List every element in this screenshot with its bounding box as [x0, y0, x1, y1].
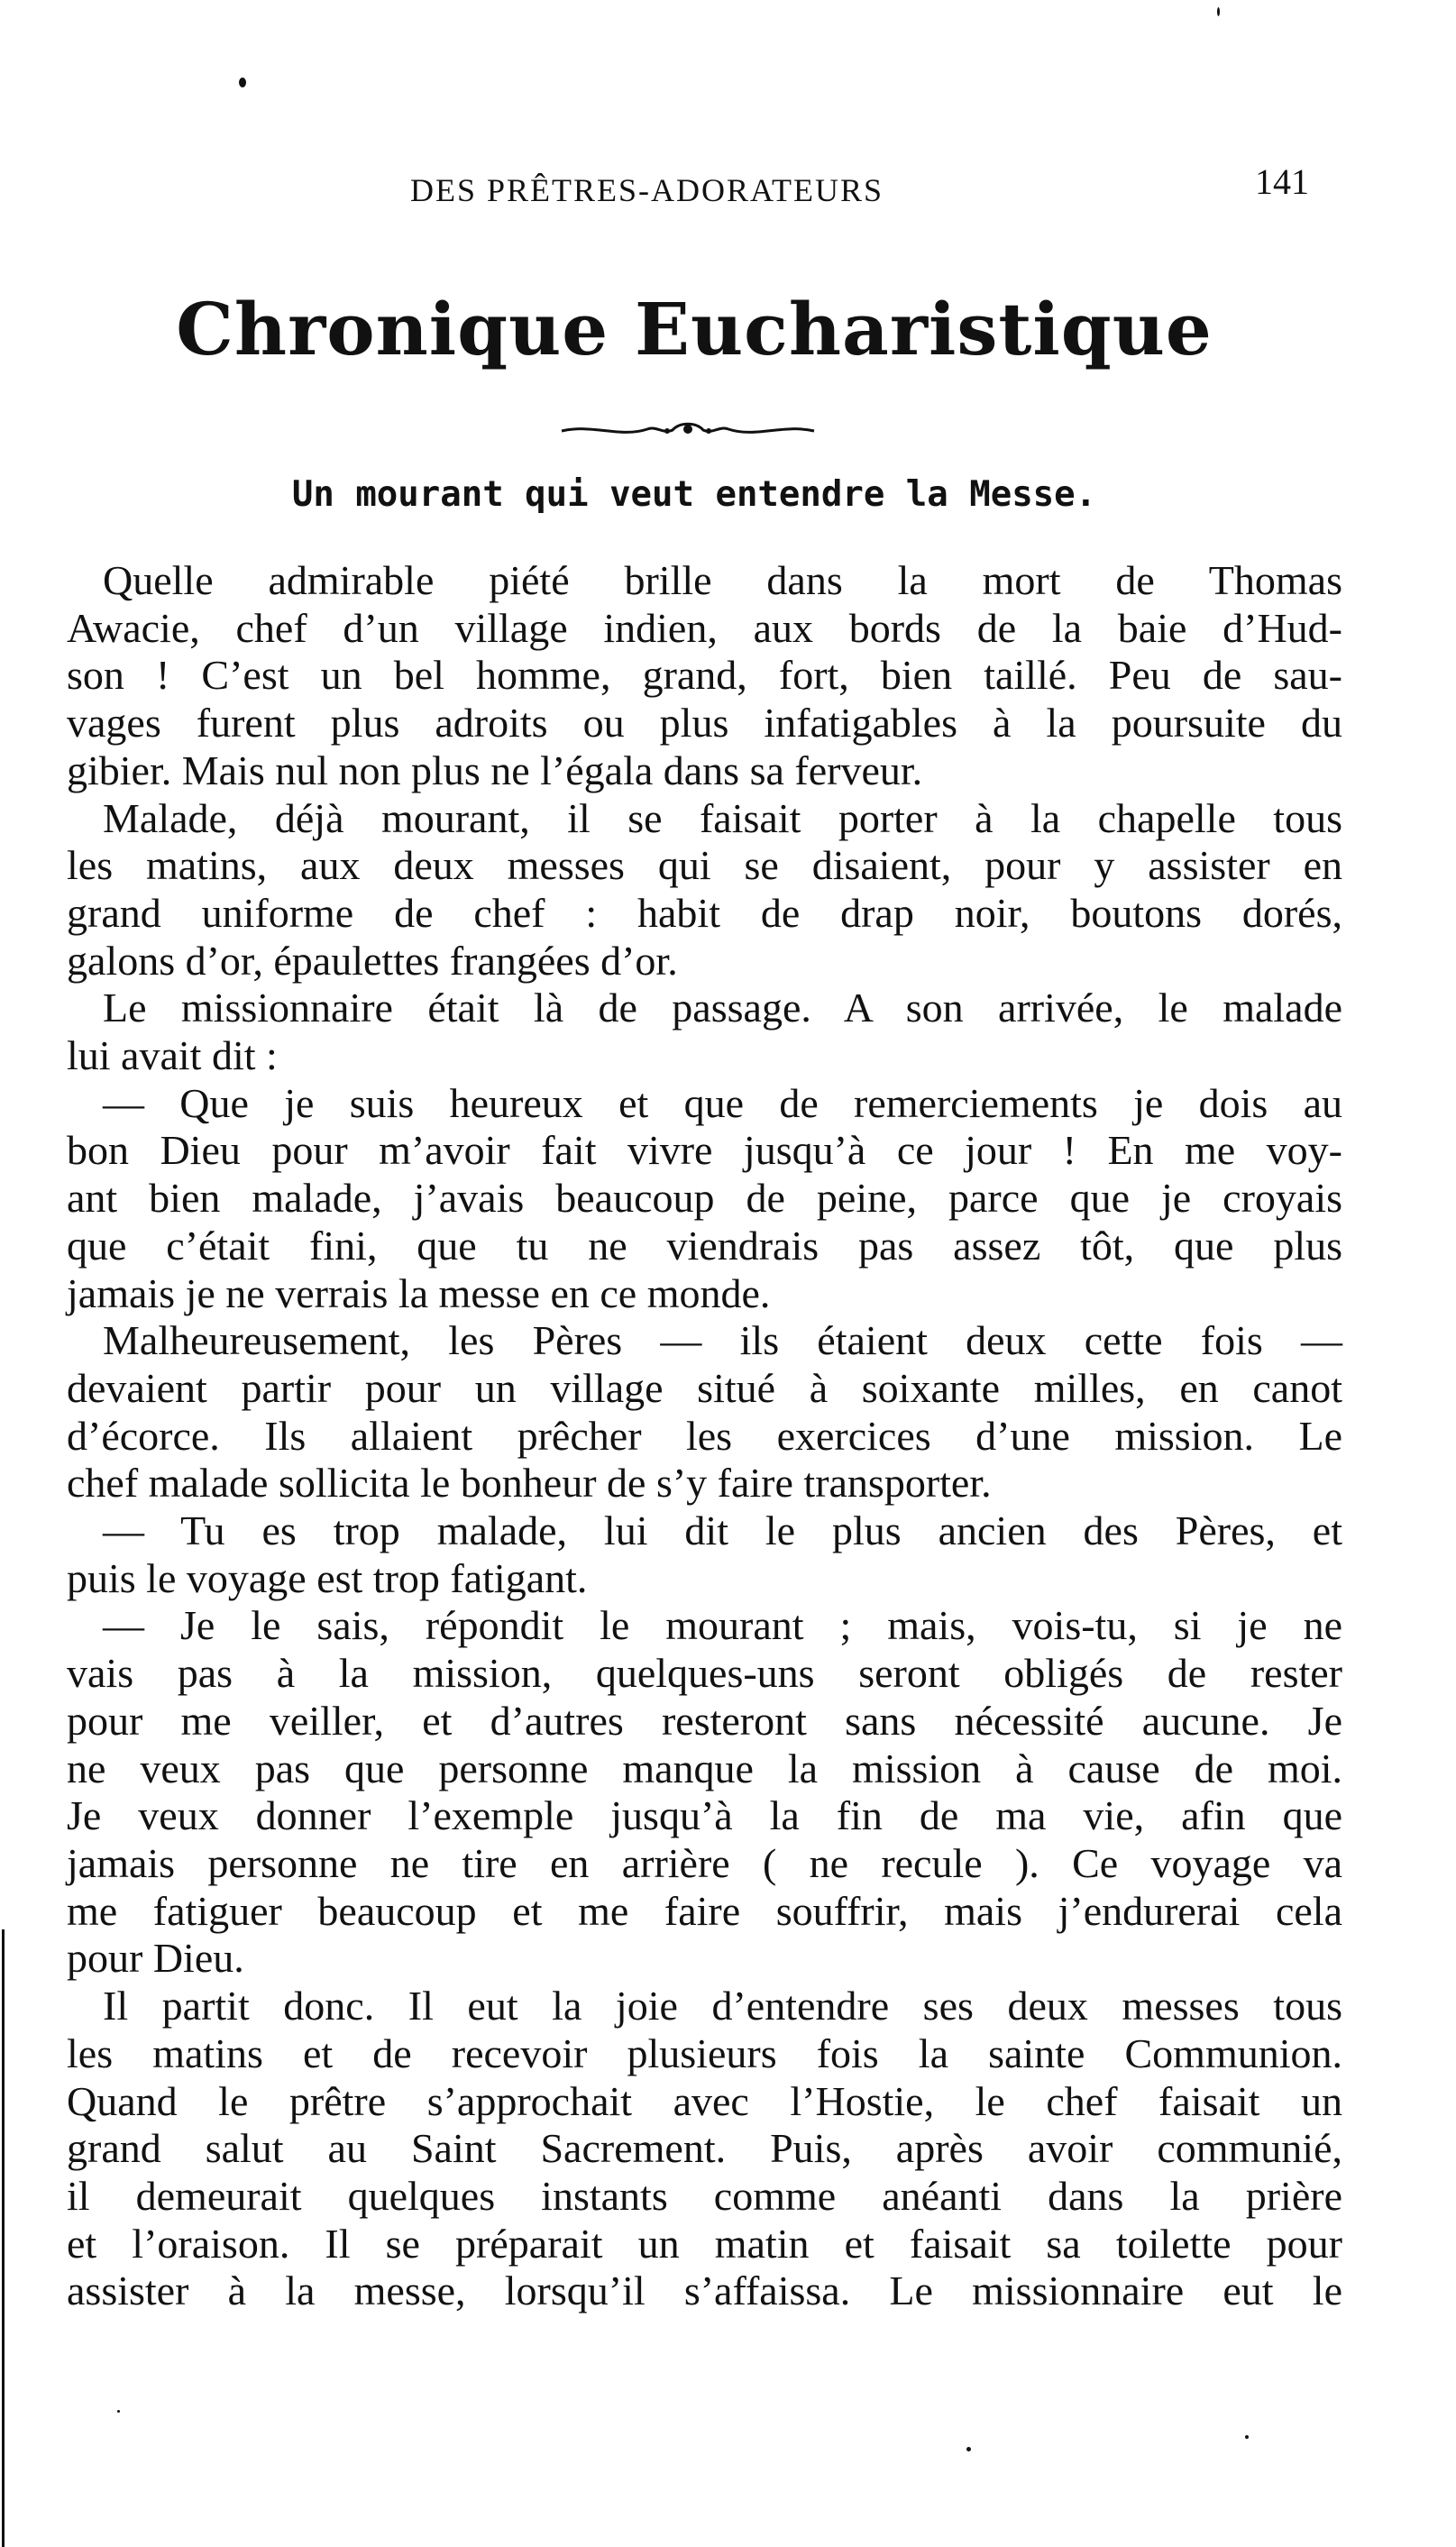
text-line: lui avait dit : — [67, 1032, 278, 1079]
text-line: galons d’or, épaulettes frangées d’or. — [67, 937, 678, 984]
text-line: bon Dieu pour m’avoir fait vivre jusqu’à ce jour ! En me voy- — [67, 1127, 1342, 1174]
ink-speck — [966, 2447, 971, 2451]
text-line: ne veux pas que personne manque la mission à cause de moi. — [67, 1745, 1342, 1791]
text-line: Malade, déjà mourant, il se faisait porter à la chapelle tous — [103, 794, 1342, 841]
text-line: les matins, aux deux messes qui se disaient, pour y assister en — [67, 842, 1342, 889]
text-line: Quelle admirable piété brille dans la mort de Thomas — [103, 557, 1342, 603]
text-line: chef malade sollicita le bonheur de s’y faire transporter. — [67, 1460, 992, 1507]
ornament-divider — [557, 417, 819, 444]
text-line: — Tu es trop malade, lui dit le plus ancien des Pères, et — [103, 1507, 1342, 1554]
text-line: vages furent plus adroits ou plus infatigables à la poursuite du — [67, 700, 1342, 747]
text-line: il demeurait quelques instants comme anéanti dans la prière — [67, 2172, 1342, 2219]
text-line: ant bien malade, j’avais beaucoup de peine, parce que je croyais — [67, 1175, 1342, 1222]
text-line: assister à la messe, lorsqu’il s’affaissa. Le missionnaire eut le — [67, 2268, 1342, 2314]
page-number: 141 — [1255, 161, 1309, 202]
running-head: DES PRÊTRES-ADORATEURS — [410, 172, 884, 208]
ink-speck — [239, 78, 246, 87]
text-line: puis le voyage est trop fatigant. — [67, 1554, 588, 1601]
text-line: — Que je suis heureux et que de remerciements je dois au — [103, 1079, 1342, 1126]
text-line: Quand le prêtre s’approchait avec l’Hostie, le chef faisait un — [67, 2077, 1342, 2124]
text-line: que c’était fini, que tu ne viendrais pas assez tôt, que plus — [67, 1222, 1342, 1269]
text-line: devaient partir pour un village situé à soixante milles, en canot — [67, 1364, 1342, 1411]
text-line: et l’oraison. Il se préparait un matin et faisait sa toilette pour — [67, 2220, 1342, 2267]
text-line: jamais personne ne tire en arrière ( ne recule ). Ce voyage va — [67, 1839, 1342, 1886]
article-body — [67, 557, 1342, 2315]
text-line: Le missionnaire était là de passage. A son arrivée, le malade — [103, 985, 1342, 1031]
text-line: Awacie, chef d’un village indien, aux bords de la baie d’Hud- — [67, 604, 1342, 651]
page-edge-line — [2, 1929, 5, 2547]
text-line: pour Dieu. — [67, 1935, 244, 1982]
text-line: gibier. Mais nul non plus ne l’égala dans sa ferveur. — [67, 747, 923, 793]
text-line: son ! C’est un bel homme, grand, fort, bien taillé. Peu de sau- — [67, 652, 1342, 699]
text-line: jamais je ne verrais la messe en ce monde. — [67, 1269, 771, 1316]
text-line: les matins et de recevoir plusieurs fois la sainte Communion. — [67, 2029, 1342, 2076]
text-line: d’écorce. Ils allaient prêcher les exercices d’une mission. Le — [67, 1412, 1342, 1459]
ink-speck — [1245, 2435, 1249, 2439]
text-line: Malheureusement, les Pères — ils étaient deux cette fois — — [103, 1317, 1342, 1364]
ink-speck — [1217, 7, 1220, 16]
text-line: grand salut au Saint Sacrement. Puis, après avoir communié, — [67, 2125, 1342, 2172]
text-line: Il partit donc. Il eut la joie d’entendre ses deux messes tous — [103, 1983, 1342, 2029]
section-title: Chronique Eucharistique — [176, 287, 1213, 371]
ink-speck — [117, 2410, 120, 2413]
text-line: vais pas à la mission, quelques-uns seront obligés de rester — [67, 1650, 1342, 1697]
article-subtitle: Un mourant qui veut entendre la Messe. — [291, 474, 1097, 515]
text-line: me fatiguer beaucoup et me faire souffrir, mais j’endurerai cela — [67, 1887, 1342, 1934]
text-line: grand uniforme de chef : habit de drap noir, boutons dorés, — [67, 889, 1342, 936]
text-line: Je veux donner l’exemple jusqu’à la fin de ma vie, afin que — [67, 1792, 1342, 1839]
text-line: — Je le sais, répondit le mourant ; mais, vois-tu, si je ne — [103, 1602, 1342, 1649]
text-line: pour me veiller, et d’autres resteront sans nécessité aucune. Je — [67, 1697, 1342, 1744]
